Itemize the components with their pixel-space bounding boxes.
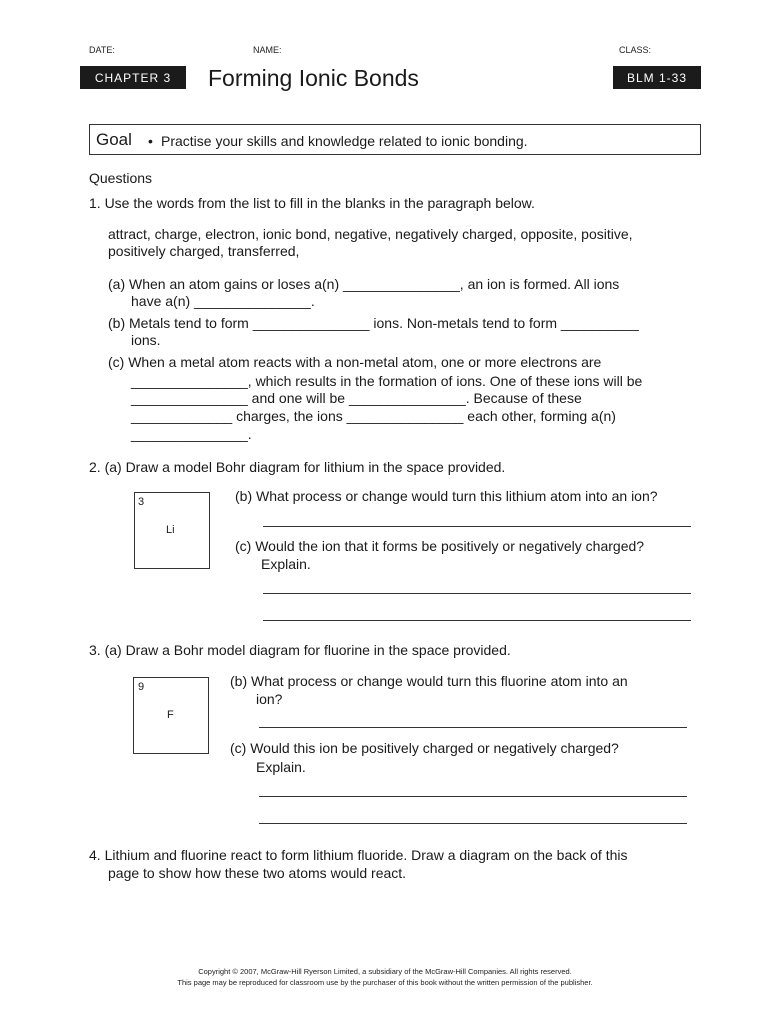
goal-text: Practise your skills and knowledge related to ionic bonding. [161,133,528,149]
q2c-answer-line[interactable] [263,620,691,621]
page-title: Forming Ionic Bonds [208,65,419,91]
q2c-answer-line[interactable] [263,593,691,594]
reproduction-notice: This page may be reproduced for classroom use by the purchaser of this book without the written permission of the publisher. [177,978,593,987]
chapter-badge: CHAPTER 3 [80,66,186,89]
q3c-text: Explain. [256,759,306,775]
q2c-text: (c) Would the ion that it forms be positively or negatively charged? [235,538,645,554]
q3b-text: ion? [256,691,283,707]
q1-intro: 1. Use the words from the list to fill in the blanks in the paragraph below. [89,195,535,211]
fluorine-symbol: F [167,709,174,721]
q4-text: 4. Lithium and fluorine react to form lithium fluoride. Draw a diagram on the back of this [89,847,628,863]
q1a-text: have a(n) _______________. [131,293,315,309]
q4-text: page to show how these two atoms would react. [108,865,407,881]
fluorine-number: 9 [138,681,145,693]
q2b-text: (b) What process or change would turn this lithium atom into an ion? [235,488,658,504]
q3b-answer-line[interactable] [259,727,687,728]
q3b-text: (b) What process or change would turn this fluorine atom into an [230,673,628,689]
goal-bullet: • [148,133,153,149]
q3c-text: (c) Would this ion be positively charged or negatively charged? [230,740,619,756]
q1c-text: _______________. [131,426,252,442]
q1c-text: _______________, which results in the formation of ions. One of these ions will be [131,373,643,389]
q3c-answer-line[interactable] [259,823,687,824]
q1c-text: (c) When a metal atom reacts with a non-metal atom, one or more electrons are [108,354,602,370]
q3a-text: 3. (a) Draw a Bohr model diagram for fluorine in the space provided. [89,642,511,658]
date-label: DATE: [89,45,115,55]
q1c-text: _____________ charges, the ions _______________ each other, forming a(n) [131,408,616,424]
blm-badge: BLM 1-33 [613,66,701,89]
q2c-text: Explain. [261,556,311,572]
lithium-symbol: Li [166,524,175,536]
questions-heading: Questions [89,170,153,186]
q3c-answer-line[interactable] [259,796,687,797]
q1-word-list: attract, charge, electron, ionic bond, negative, negatively charged, opposite, positive, [108,226,633,242]
goal-label: Goal [96,130,132,149]
q1c-text: _______________ and one will be _______________. Because of these [131,390,582,406]
q2b-answer-line[interactable] [263,526,691,527]
q1a-text: (a) When an atom gains or loses a(n) _______________, an ion is formed. All ions [108,276,620,292]
q1b-text: ions. [131,332,161,348]
q1-word-list: positively charged, transferred, [108,243,300,259]
name-label: NAME: [253,45,282,55]
copyright-line: Copyright © 2007, McGraw-Hill Ryerson Limited, a subsidiary of the McGraw-Hill Companies. All rights reserved. [198,967,572,976]
q1b-text: (b) Metals tend to form _______________ ions. Non-metals tend to form __________ [108,315,639,331]
class-label: CLASS: [619,45,652,55]
q2a-text: 2. (a) Draw a model Bohr diagram for lithium in the space provided. [89,459,506,475]
lithium-number: 3 [138,496,145,508]
